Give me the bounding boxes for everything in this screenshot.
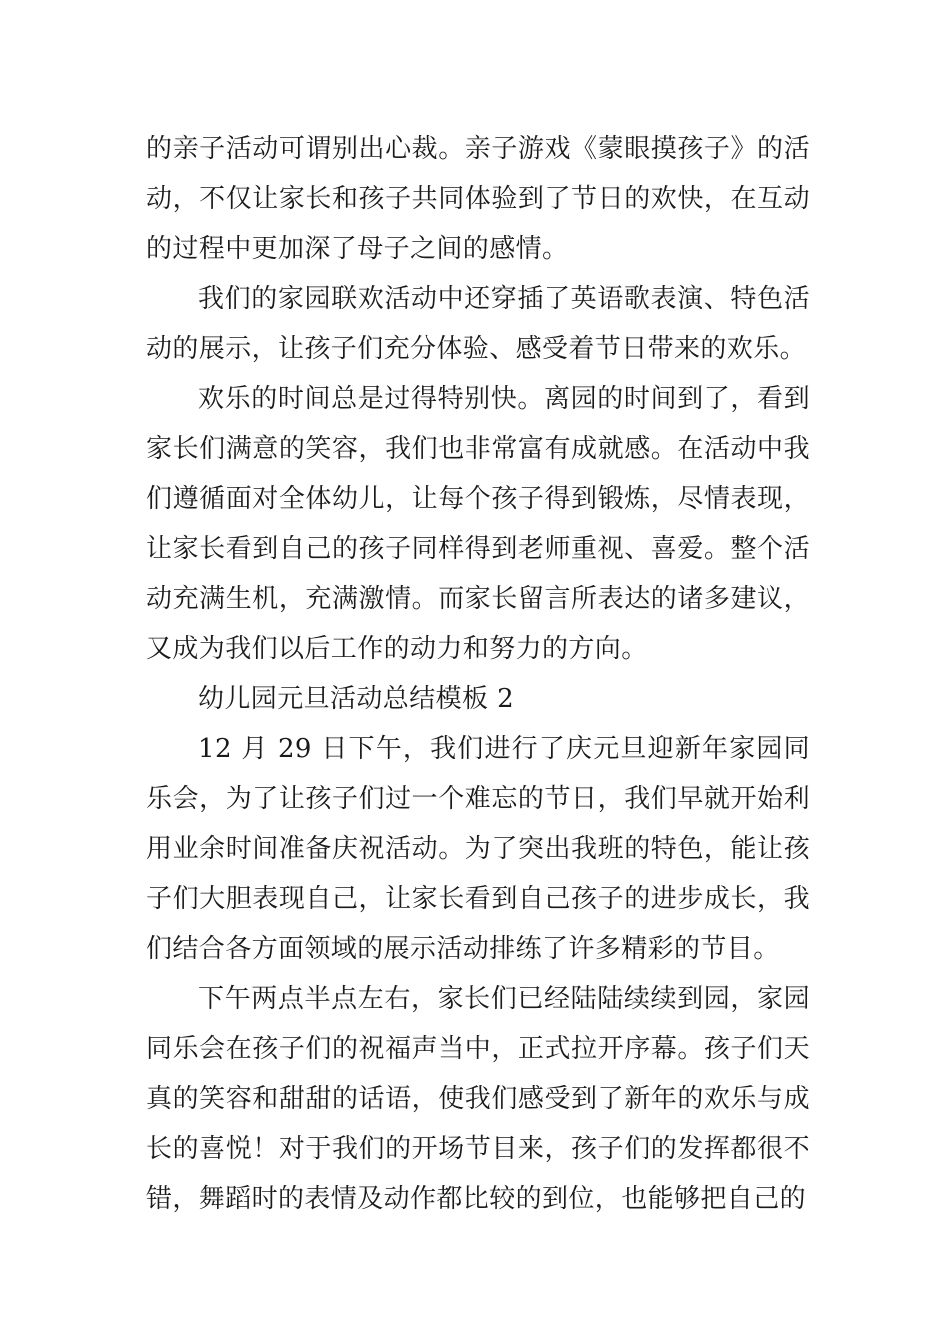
paragraph-happy-time: 欢乐的时间总是过得特别快。离园的时间到了，看到家长们满意的笑容，我们也非常富有成就感。在活动中我们遵循面对全体幼儿，让每个孩子得到锻炼，尽情表现，让家长看到自己的孩子同样得到老师重视、喜爱。整个活动充满生机，充满激情。而家长留言所表达的诸多建议，又成为我们以后工作的动力和努力的方向。: [146, 384, 810, 664]
paragraph-dec-29: 12 月 29 日下午，我们进行了庆元旦迎新年家园同乐会，为了让孩子们过一个难忘的节日，我们早就开始利用业余时间准备庆祝活动。为了突出我班的特色，能让孩子们大胆表现自己，让家长看到自己孩子的进步成长，我们结合各方面领域的展示活动排练了许多精彩的节目。: [146, 734, 810, 964]
paragraph-parent-child-game: 的亲子活动可谓别出心裁。亲子游戏《蒙眼摸孩子》的活动，不仅让家长和孩子共同体验到了节日的欢快，在互动的过程中更加深了母子之间的感情。: [146, 134, 810, 264]
paragraph-english-songs: 我们的家园联欢活动中还穿插了英语歌表演、特色活动的展示，让孩子们充分体验、感受着节日带来的欢乐。: [146, 284, 810, 364]
document-body: [146, 124, 810, 1224]
paragraph-afternoon: 下午两点半点左右，家长们已经陆陆续续到园，家园同乐会在孩子们的祝福声当中，正式拉开序幕。孩子们天真的笑容和甜甜的话语，使我们感受到了新年的欢乐与成长的喜悦！对于我们的开场节目来，孩子们的发挥都很不错，舞蹈时的表情及动作都比较的到位，也能够把自己的: [146, 984, 810, 1214]
section-heading: 幼儿园元旦活动总结模板 2: [198, 684, 515, 714]
